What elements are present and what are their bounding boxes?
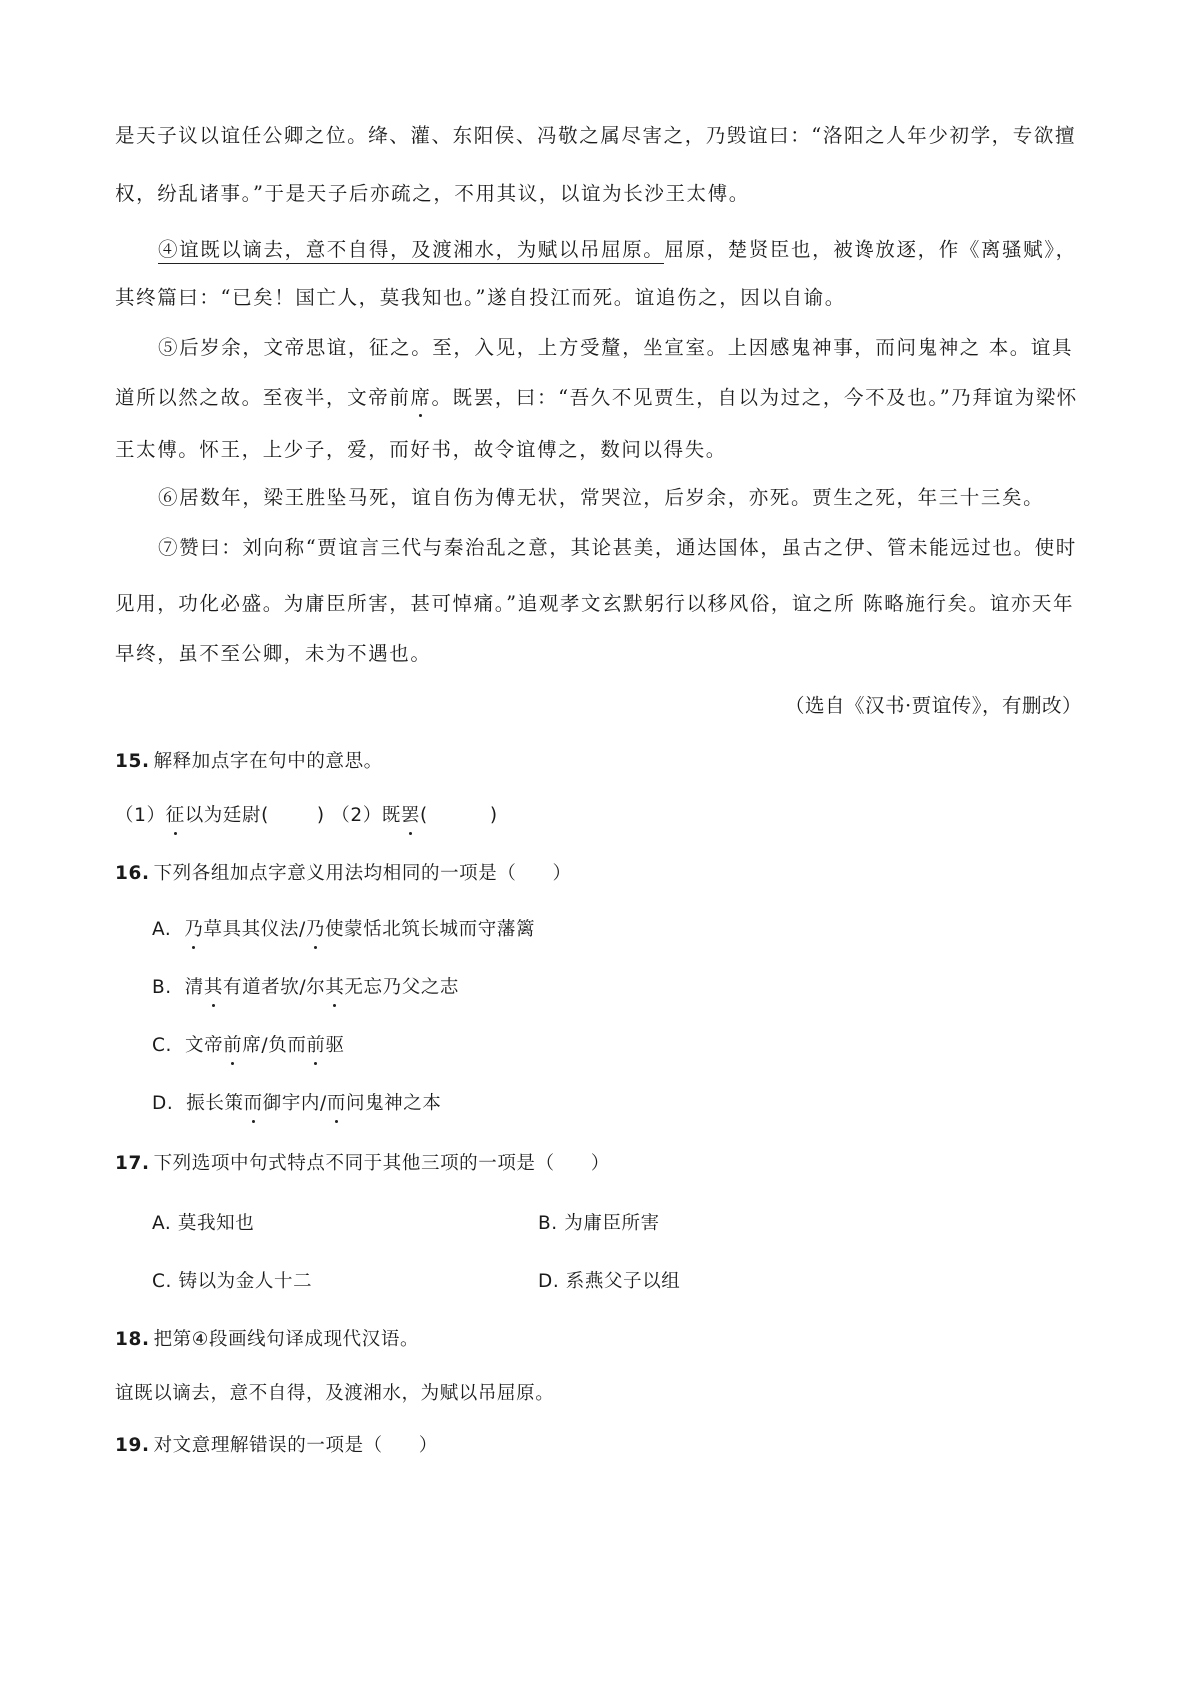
dotted-char: 前 (223, 1032, 242, 1060)
passage-line (115, 180, 1095, 208)
passage-text: ⑤后岁余，文帝思谊，征之。至，入见，上方受釐，坐宣室。上因感鬼神事，而问鬼神之 本。谊具 (158, 336, 1074, 359)
option-c[interactable]: C. 文帝前席/负而前驱 (152, 1032, 1132, 1060)
dotted-char: 其 (204, 974, 223, 1002)
source-citation: （选自《汉书·贾谊传》，有删改） (785, 694, 1082, 717)
question-17: 17. 下列选项中句式特点不同于其他三项的一项是（ ） (115, 1153, 610, 1174)
option-b[interactable]: B. 为庸臣所害 (538, 1213, 660, 1234)
question-stem: 把第④段画线句译成现代汉语。 (153, 1329, 420, 1350)
paragraph-5 (158, 334, 1098, 362)
question-15-items: （1）征以为廷尉( ) （2）既罢( ) (115, 802, 1095, 830)
passage-text: 屈原，楚贤臣也，被谗放逐，作《离骚赋》， (664, 238, 1077, 261)
option-a[interactable]: A. 乃草具其仪法/乃使蒙恬北筑长城而守藩篱 (152, 916, 1132, 944)
option-d[interactable]: D. 系燕父子以组 (538, 1271, 681, 1292)
question-number: 16. (115, 863, 150, 884)
passage-text: 是天子议以谊任公卿之位。绛、灌、东阳侯、冯敬之属尽害之，乃毁谊曰：“洛阳之人年少初学，专欲擅 (115, 124, 1077, 147)
passage-line (115, 590, 1095, 618)
question-16: 16. 下列各组加点字意义用法均相同的一项是（ ） (115, 863, 572, 884)
question-18 (115, 1326, 1095, 1354)
underlined-sentence: ④谊既以谪去，意不自得，及渡湘水，为赋以吊屈原。 (158, 238, 664, 264)
passage-text: 王太傅。怀王，上少子，爱，而好书，故令谊傅之，数问以得失。 (115, 438, 727, 461)
passage-line (115, 122, 1095, 150)
paragraph-7 (158, 534, 1098, 562)
question-number: 15. (115, 751, 150, 772)
passage-text: ⑥居数年，梁王胜坠马死，谊自伤为傅无状，常哭泣，后岁余，亦死。贾生之死，年三十三矣。 (158, 486, 1045, 509)
dotted-char: 席 (410, 384, 431, 412)
dotted-char: 乃 (306, 916, 325, 944)
option-c[interactable]: C. 铸以为金人十二 (152, 1271, 313, 1292)
question-stem: 对文意理解错误的一项是（ (153, 1435, 383, 1456)
dotted-char: 前 (306, 1032, 325, 1060)
question-stem: 解释加点字在句中的意思。 (153, 751, 383, 772)
question-19: 19. 对文意理解错误的一项是（ ） (115, 1435, 438, 1456)
question-number: 17. (115, 1153, 150, 1174)
paragraph-6 (158, 484, 1098, 512)
passage-line (115, 640, 1095, 668)
passage-text: 其终篇曰：“已矣！国亡人，莫我知也。”遂自投江而死。谊追伤之，因以自谕。 (115, 286, 846, 309)
passage-line: 道所以然之故。至夜半，文帝前席。既罢，曰：“吾久不见贾生，自以为过之，今不及也。”乃拜谊为梁怀 (115, 384, 1095, 412)
option-d[interactable]: D. 振长策而御宇内/而问鬼神之本 (152, 1090, 1132, 1118)
passage-text: 见用，功化必盛。为庸臣所害，甚可悼痛。”追观孝文玄默躬行以移风俗，谊之所 陈略施行矣。谊亦天年 (115, 592, 1075, 615)
question-stem: 下列选项中句式特点不同于其他三项的一项是（ (153, 1153, 555, 1174)
dotted-char: 罢 (401, 802, 420, 830)
dotted-char: 而 (327, 1090, 346, 1118)
question-15 (115, 748, 1095, 776)
paragraph-4 (158, 236, 1098, 264)
question-number: 18. (115, 1329, 150, 1350)
dotted-char: 而 (244, 1090, 263, 1118)
question-stem: 下列各组加点字意义用法均相同的一项是（ (153, 863, 517, 884)
passage-line (115, 436, 1095, 464)
option-b[interactable]: B. 清其有道者欤/尔其无忘乃父之志 (152, 974, 1132, 1002)
dotted-char: 其 (325, 974, 344, 1002)
dotted-char: 征 (166, 802, 185, 830)
passage-text: 早终，虽不至公卿，未为不遇也。 (115, 642, 432, 665)
passage-line (115, 284, 1095, 312)
passage-text: 权，纷乱诸事。”于是天子后亦疏之，不用其议，以谊为长沙王太傅。 (115, 182, 750, 205)
option-a[interactable]: A. 莫我知也 (152, 1213, 255, 1234)
translation-sentence: 谊既以谪去，意不自得，及渡湘水，为赋以吊屈原。 (115, 1383, 555, 1404)
passage-text: ⑦赞曰：刘向称“贾谊言三代与秦治乱之意，其论甚美，通达国体，虽古之伊、管未能远过也。使时 (158, 536, 1077, 559)
dotted-char: 乃 (184, 916, 203, 944)
question-number: 19. (115, 1435, 150, 1456)
